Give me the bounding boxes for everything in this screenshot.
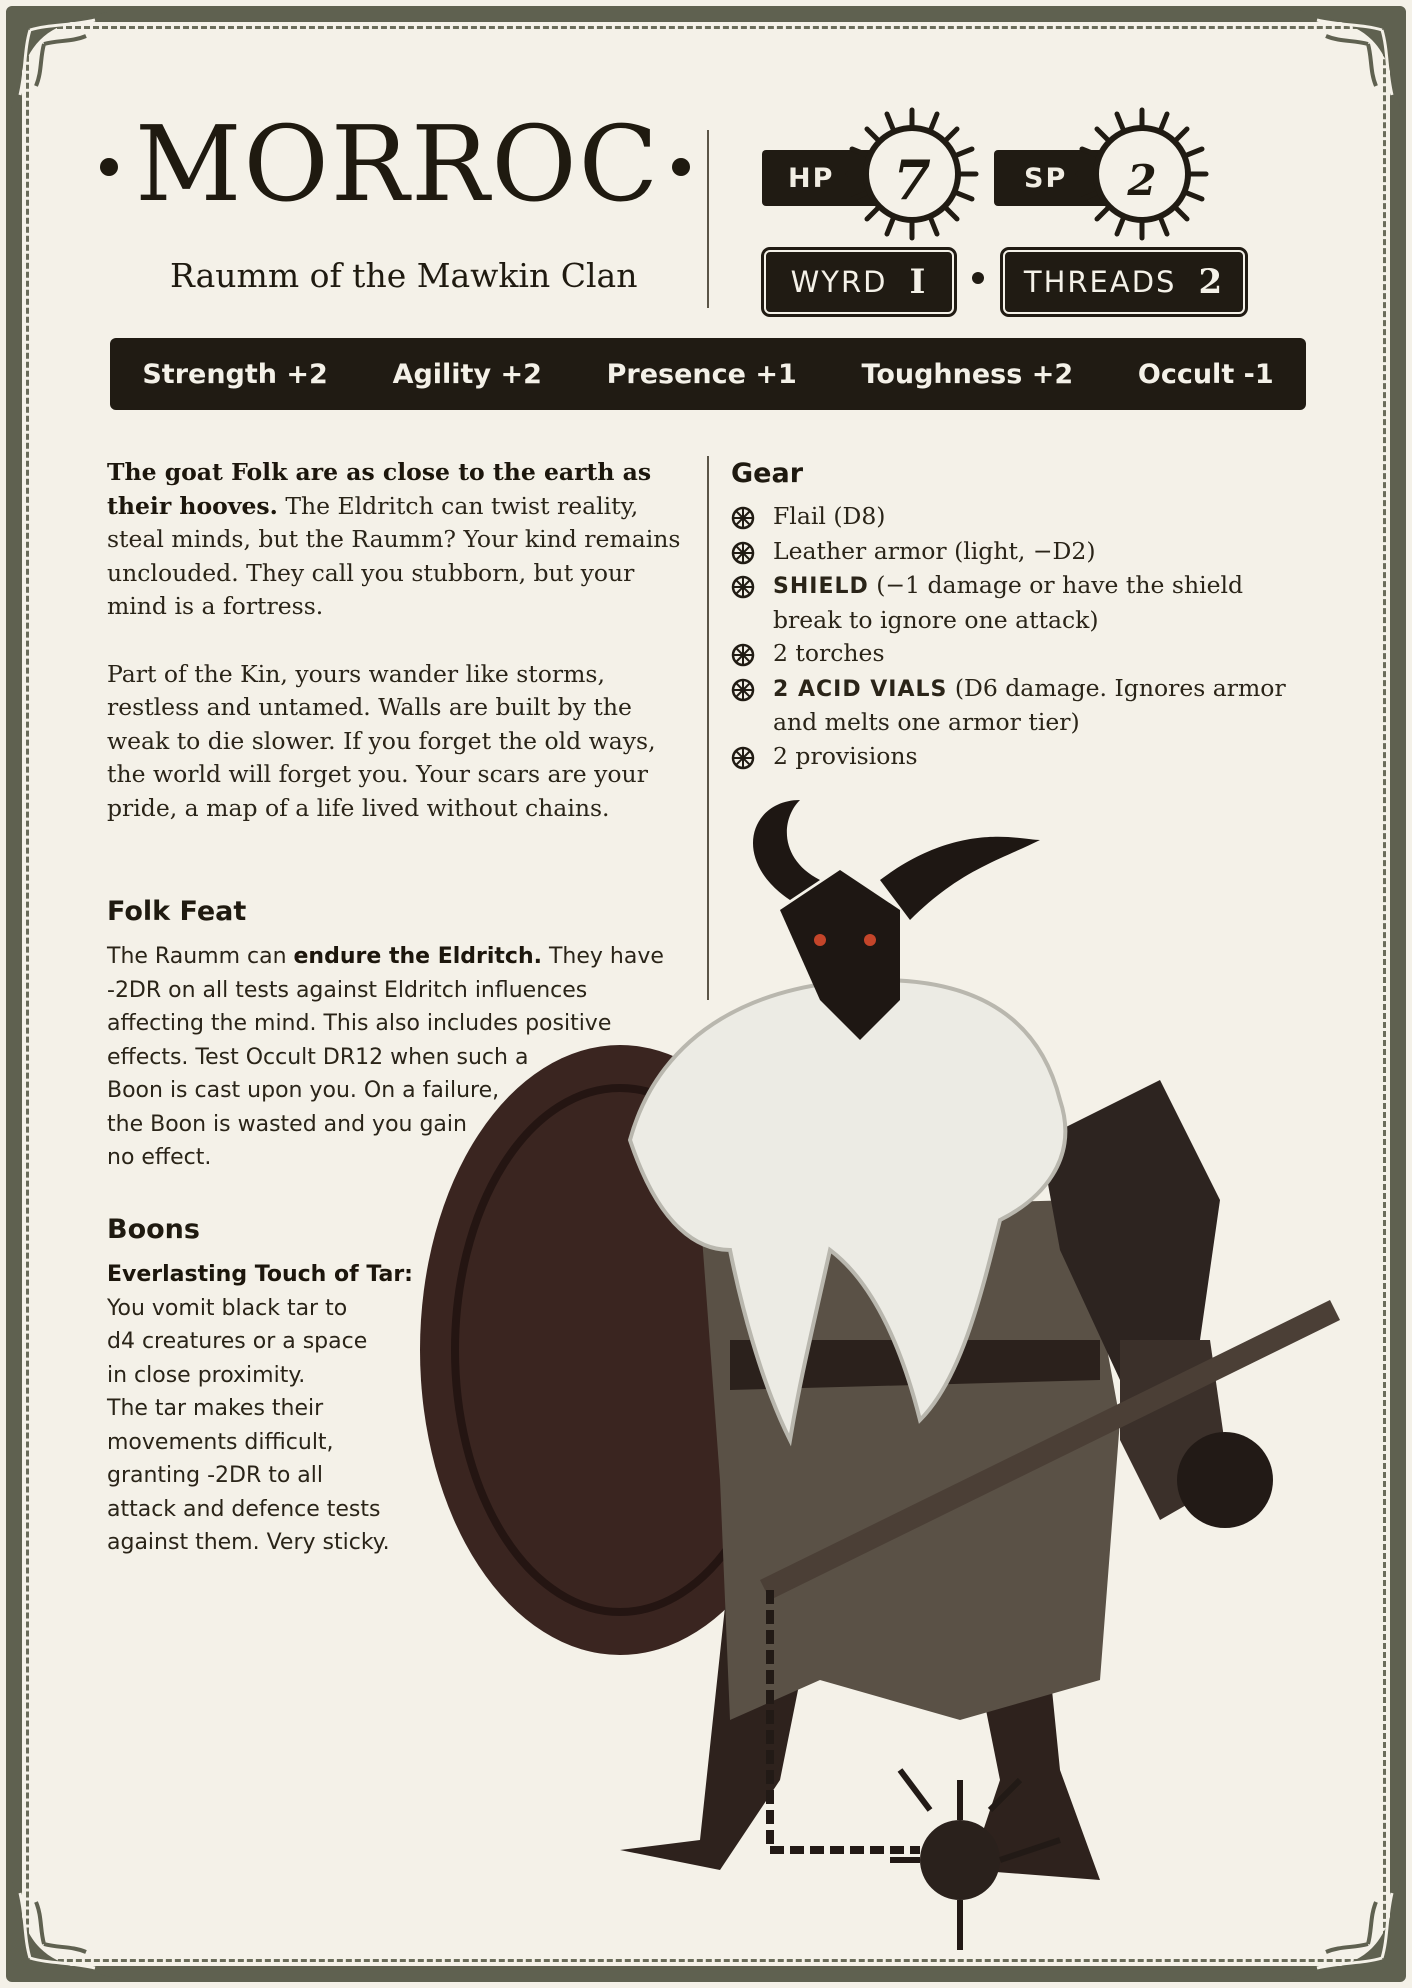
gear-item-text: Leather armor (light, −D2) [773,536,1096,565]
gear-item [731,740,1301,775]
wheel-bullet-icon [731,746,755,770]
character-subtitle: Raumm of the Mawkin Clan [170,256,638,295]
wyrd-label: WYRD [790,265,888,299]
gear-item-caps: SHIELD [773,574,869,599]
folk-feat-line: affecting the mind. This also includes positive [107,1011,612,1036]
gear-item-caps: 2 ACID VIALS [773,676,948,702]
intro-lead: The goat Folk are as close to the earth as their hooves. [107,458,652,520]
boons-heading: Boons [107,1214,200,1245]
folk-feat-bold: endure the Eldritch. [293,944,542,969]
sp-value: 2 [1127,156,1157,205]
wheel-bullet-icon [731,643,755,667]
gear-heading: Gear [731,458,804,489]
boon-line: attack and defence tests [107,1496,381,1522]
gear-item-text: 2 provisions [773,741,918,770]
boons-text [107,1258,437,1560]
boon-line: movements difficult, [107,1429,334,1455]
folk-feat-line: They have [541,944,664,969]
badge-separator [972,272,984,284]
gear-item [731,535,1301,570]
threads-badge [1005,252,1243,312]
gear-item-text: (−1 damage or have the shield break to ignore one attack) [773,571,1244,634]
threads-label: THREADS [1023,265,1177,299]
corner-ornament [0,0,130,130]
gear-item [731,672,1301,740]
boon-line: granting -2DR to all [107,1463,324,1488]
corner-ornament [1282,0,1412,130]
attribute-agility: Agility +2 [392,358,542,390]
folk-feat-line: -2DR on all tests against Eldritch influences [107,977,588,1003]
folk-feat-text [107,940,687,1175]
header-divider [707,130,709,308]
attribute-occult: Occult -1 [1137,358,1274,390]
gear-item [731,500,1301,535]
gear-list [731,500,1301,774]
boon-line: against them. Very sticky. [107,1530,390,1555]
boon-name: Everlasting Touch of Tar: [107,1262,413,1287]
hp-value: 7 [893,148,931,212]
boon-line: You vomit black tar to [107,1295,348,1321]
boon-line: in close proximity. [107,1362,306,1388]
attribute-bar [110,338,1306,410]
gear-item [731,569,1301,637]
gear-item [731,637,1301,672]
folk-feat-line: effects. Test Occult DR12 when such a [107,1044,529,1070]
wheel-bullet-icon [731,678,755,702]
wheel-bullet-icon [731,575,755,599]
wyrd-value: I [909,262,928,302]
intro-body: The Eldritch can twist reality, steal minds, but the Raumm? Your kind remains unclouded. They call you stubborn, but your mind is a fortress. [107,491,681,620]
wheel-bullet-icon [731,506,755,530]
attribute-presence: Presence +1 [606,358,797,390]
folk-feat-heading: Folk Feat [107,896,247,927]
attribute-strength: Strength +2 [142,358,328,390]
gear-item-text: (D6 damage. Ignores armor and melts one armor tier) [773,673,1286,736]
intro-text [107,456,687,825]
folk-feat-line: the Boon is wasted and you gain [107,1111,467,1137]
boon-line: The tar makes their [107,1396,324,1421]
corner-ornament [0,1858,130,1988]
gear-item-text: 2 torches [773,639,885,667]
boon-line: d4 creatures or a space [107,1329,368,1354]
folk-feat-line: no effect. [107,1145,212,1170]
attribute-toughness: Toughness +2 [861,358,1074,390]
sp-label: SP [1024,162,1068,194]
threads-value: 2 [1198,262,1225,302]
character-name: MORROC [135,103,661,225]
wyrd-badge [766,252,952,312]
gear-item-text: Flail (D8) [773,502,886,530]
hp-label: HP [788,162,835,194]
folk-feat-line: Boon is cast upon you. On a failure, [107,1078,500,1103]
wheel-bullet-icon [731,541,755,565]
intro-paragraph [107,456,687,624]
folk-feat-lead: The Raumm can [107,944,294,969]
intro-paragraph: Part of the Kin, yours wander like storms, restless and untamed. Walls are built by the weak to die slower. If you forget the old ways, the world will forget you. Your scars are your pride, a map of a life lived without chains. [107,659,656,822]
